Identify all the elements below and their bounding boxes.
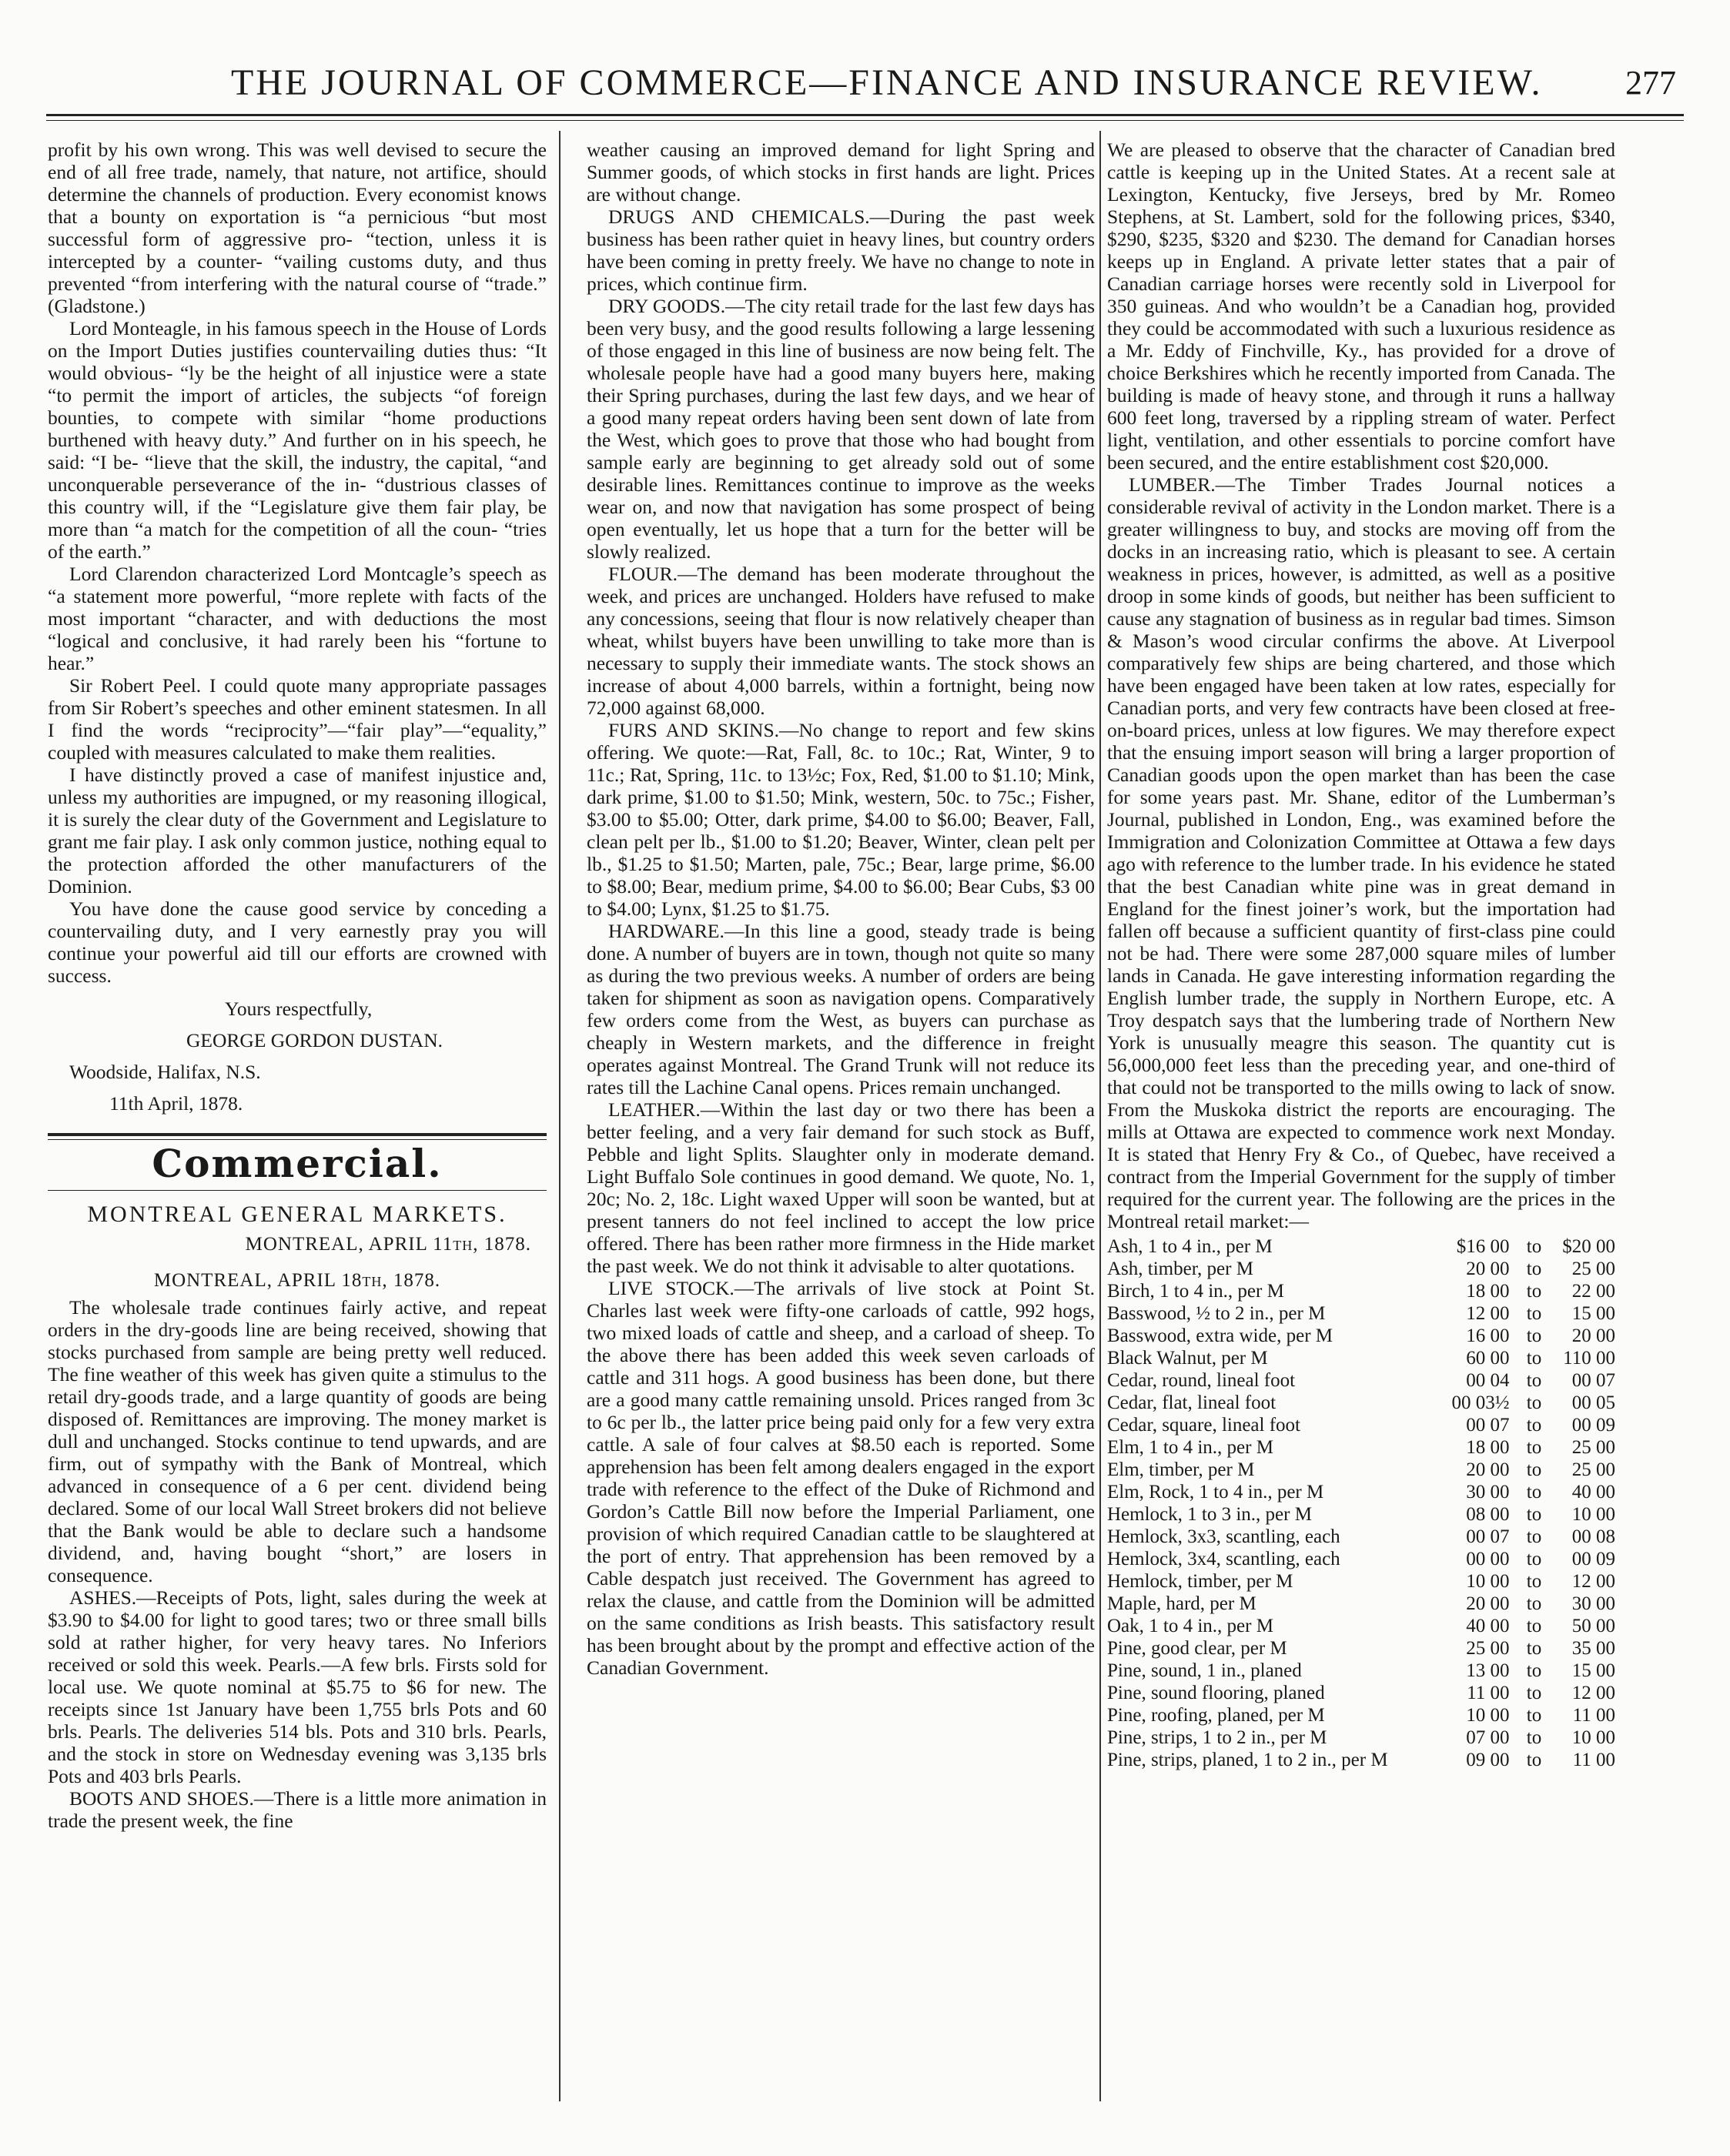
price-row [1107,1503,1615,1526]
paragraph: LUMBER.—The Timber Trades Journal notices a considerable revival of activity in the London market. There is a greater willingness to buy, and stocks are moving off from the docks in an increasing ratio, which is pleasant to see. A certain weakness in prices, however, is admitted, as well as a positive droop in some kinds of goods, but neither has been sufficient to cause any stagnation of business as in regular bad times. Simson & Mason’s wood circular confirms the above. At Liverpool comparatively few ships are being chartered, and those which have been engaged have been taken at low rates, especially for Canadian ports, and very few contracts have been closed at free-on-board prices, unless at low figures. We may therefore expect that the ensuing import season will bring a larger proportion of Canadian goods upon the open market than has been the case for some years past. Mr. Shane, editor of the Lumberman’s Journal, published in London, Eng., was examined before the Immigration and Colonization Committee at Ottawa a few days ago with reference to the lumber trade. In his evidence he stated that the best Canadian white pine was in great demand in England for the finest joiner’s work, but the importation had fallen off because a sufficient quantity of first-class pine could not be had. There were some 287,000 square miles of lumber lands in Canada. He gave interesting information regarding the English lumber trade, the supply in Northern Europe, etc. A Troy despatch says that the lumbering trade of Northern New York is unusually meagre this season. The quantity cut is 56,000,000 feet less than the preceding year, and one-third of that could not be transported to the mills owing to lack of snow. From the Muskoka district the reports are encouraging. The mills at Ottawa are expected to commence work next Monday. It is stated that Henry Fry & Co., of Quebec, have received a contract from the Imperial Government for the supply of timber required for the current year. The following are the prices in the Montreal retail market:— [1107,473,1615,1232]
price-low: 13 00 [1466,1660,1510,1681]
price-to: to [1526,1325,1542,1346]
section-title: Commercial. [152,1141,443,1186]
price-to: to [1526,1392,1542,1413]
price-low: 16 00 [1466,1325,1510,1346]
price-item: Pine, good clear, per M [1107,1638,1287,1659]
letter-place: Woodside, Halifax, N.S. [69,1061,261,1083]
price-high: 11 00 [1572,1705,1615,1726]
price-to: to [1526,1705,1542,1726]
paragraph: FURS AND SKINS.—No change to report and few skins offering. We quote:—Rat, Fall, 8c. to 10c.; Rat, Winter, 9 to 11c.; Rat, Spring, 11c. to 13½c; Fox, Red, $1.00 to $1.10; Mink, dark prime, $1.00 to $1.50; Mink, western, 50c. to 75c.; Fisher, $3.00 to $5.00; Otter, dark prime, $4.00 to $6.00; Beaver, Fall, clean pelt per lb., $1.00 to $1.20; Beaver, Winter, clean pelt per lb., $1.25 to $1.50; Marten, pale, 75c.; Bear, large prime, $6.00 to $8.00; Bear, medium prime, $4.00 to $6.00; Bear Cubs, $3 00 to $4.00; Lynx, $1.25 to $1.75. [587,719,1095,920]
header-rule [46,114,1684,116]
journal-title: THE JOURNAL OF COMMERCE—FINANCE AND INSURANCE REVIEW. [231,62,1543,103]
price-row [1107,1615,1615,1637]
price-row [1107,1726,1615,1749]
price-item: Elm, timber, per M [1107,1459,1255,1480]
price-item: Cedar, square, lineal foot [1107,1415,1300,1436]
price-item: Black Walnut, per M [1107,1348,1268,1369]
header-rule-thin [46,120,1684,121]
section-rule [48,1133,547,1136]
price-low: 12 00 [1466,1303,1510,1324]
market-heading: MONTREAL GENERAL MARKETS. [87,1202,507,1227]
price-to: to [1526,1348,1542,1369]
price-item: Ash, timber, per M [1107,1259,1253,1279]
letter-signature: GEORGE GORDON DUSTAN. [186,1029,443,1051]
price-low: 20 00 [1466,1459,1510,1480]
price-item: Basswood, ½ to 2 in., per M [1107,1303,1326,1324]
price-row [1107,1280,1615,1302]
price-item: Hemlock, 3x3, scantling, each [1107,1526,1340,1547]
price-high: 00 07 [1571,1370,1615,1391]
price-to: to [1526,1660,1542,1681]
price-high: 11 00 [1572,1750,1615,1770]
price-high: 22 00 [1571,1281,1615,1302]
price-row [1107,1749,1615,1771]
price-to: to [1526,1303,1542,1324]
price-high: 12 00 [1571,1683,1615,1703]
column-divider-2 [1099,131,1101,2101]
price-low: 07 00 [1466,1727,1510,1748]
price-row [1107,1704,1615,1726]
price-low: 25 00 [1466,1638,1510,1659]
price-to: to [1526,1638,1542,1659]
paragraph: FLOUR.—The demand has been moderate throughout the week, and prices are unchanged. Holders have refused to make any concessions, seeing that flour is now relatively cheaper than wheat, whilst buyers have been unwilling to take more than is necessary to supply their immediate wants. The stock shows an increase of about 4,000 barrels, within a fortnight, being now 72,000 against 68,000. [587,563,1095,719]
price-low: 00 03½ [1451,1392,1510,1413]
price-low: 10 00 [1466,1571,1510,1592]
price-item: Birch, 1 to 4 in., per M [1107,1281,1284,1302]
paragraph: Lord Monteagle, in his famous speech in the House of Lords on the Import Duties justifies countervailing duties thus: “It would obvious- “ly be the height of all injustice were a state “to permit the import of articles, the subjects “of foreign bounties, to compete with similar “home productions burthened with heavy duty.” And further on in his speech, he said: “I be- “lieve that the skill, the industry, the capital, “and unconquerable perseverance of the in- “dustrious classes of this country will, if the “Legislature give them fair play, be more than “a match for the competition of all the coun- “tries of the earth.” [48,317,547,563]
price-row [1107,1682,1615,1704]
section-rule-thin [48,1190,547,1191]
price-row [1107,1570,1615,1593]
paragraph: weather causing an improved demand for light Spring and Summer goods, of which stocks in first hands are light. Prices are without change. [587,139,1095,206]
price-row [1107,1548,1615,1570]
price-low: 40 00 [1466,1616,1510,1636]
paragraph: HARDWARE.—In this line a good, steady trade is being done. A number of buyers are in town, though not quite so many as during the two previous weeks. A number of orders are being taken for shipment as soon as navigation opens. Comparatively few orders come from the West, as buyers can purchase as cheaply in Western markets, and the difference in freight operates against Montreal. The Grand Trunk will not reduce its rates till the Lachine Canal opens. Prices remain unchanged. [587,920,1095,1098]
price-row [1107,1526,1615,1548]
price-to: to [1526,1616,1542,1636]
price-high: 50 00 [1571,1616,1615,1636]
price-row [1107,1302,1615,1325]
price-low: 20 00 [1466,1259,1510,1279]
price-high: 30 00 [1571,1593,1615,1614]
price-item: Hemlock, 1 to 3 in., per M [1107,1504,1312,1525]
price-high: 15 00 [1571,1303,1615,1324]
price-low: 00 00 [1466,1549,1510,1569]
paragraph: I have distinctly proved a case of manifest injustice and, unless my authorities are impugned, or my reasoning illogical, it is surely the clear duty of the Government and Legislature to grant me fair play. I ask only common justice, nothing equal to the protection afforded the other manufacturers of the Dominion. [48,764,547,897]
price-row [1107,1258,1615,1280]
letter-signature-block [48,998,547,1115]
paragraph: DRY GOODS.—The city retail trade for the last few days has been very busy, and the good results following a large lessening of those engaged in this line of business are now being felt. The wholesale people have had a good many buyers here, making their Spring purchases, during the last few days, and we hear of a good many repeat orders having been sent down of late from the West, which goes to prove that those who had bought from sample early are beginning to get already sold out of some desirable lines. Remittances continue to improve as the weeks wear on, and now that navigation has some prospect of being open eventually, let us hope that a turn for the better will be slowly realized. [587,295,1095,563]
price-row [1107,1593,1615,1615]
price-row [1107,1414,1615,1436]
price-high: 10 00 [1571,1727,1615,1748]
price-low: 18 00 [1466,1281,1510,1302]
paragraph: DRUGS AND CHEMICALS.—During the past week business has been rather quiet in heavy lines, but country orders have been coming in pretty freely. We have no change to note in prices, which continue firm. [587,206,1095,295]
price-low: 11 00 [1467,1683,1510,1703]
price-item: Elm, Rock, 1 to 4 in., per M [1107,1482,1324,1503]
price-row [1107,1459,1615,1481]
price-to: to [1526,1259,1542,1279]
price-to: to [1526,1504,1542,1525]
price-low: 00 04 [1466,1370,1510,1391]
price-low: 18 00 [1466,1437,1510,1458]
price-high: 110 00 [1563,1348,1615,1369]
price-row [1107,1436,1615,1459]
price-item: Basswood, extra wide, per M [1107,1325,1333,1346]
price-low: $16 00 [1456,1236,1510,1257]
column-2 [587,139,1095,1679]
column-divider-1 [559,131,560,2101]
price-item: Pine, roofing, planed, per M [1107,1705,1325,1726]
letter-closing: Yours respectfully, [225,998,373,1020]
price-high: 25 00 [1571,1459,1615,1480]
price-low: 30 00 [1466,1482,1510,1503]
dateline: MONTREAL, APRIL 18th, 1878. [153,1270,441,1291]
column-1 [48,139,547,1832]
price-low: 08 00 [1466,1504,1510,1525]
price-high: $20 00 [1562,1236,1615,1257]
letter-date: 11th April, 1878. [109,1092,243,1115]
price-high: 20 00 [1571,1325,1615,1346]
paragraph: BOOTS AND SHOES.—There is a little more animation in trade the present week, the fine [48,1787,547,1832]
price-to: to [1526,1750,1542,1770]
price-item: Pine, strips, 1 to 2 in., per M [1107,1727,1327,1748]
price-to: to [1526,1236,1542,1257]
price-row [1107,1235,1615,1258]
price-to: to [1526,1549,1542,1569]
paragraph: profit by his own wrong. This was well devised to secure the end of all free trade, namely, that nature, not artifice, should determine the channels of production. Every economist knows that a bounty on exportation is “a pernicious “but most successful form of aggressive pro- “tection, unless it is intercepted by a counter- “vailing customs duty, and thus prevented “from interfering with the natural course of “trade.” (Gladstone.) [48,139,547,317]
price-item: Elm, 1 to 4 in., per M [1107,1437,1273,1458]
paragraph: LIVE STOCK.—The arrivals of live stock at Point St. Charles last week were fifty-one carloads of cattle, 992 hogs, two mixed loads of cattle and sheep, and a carload of sheep. To the above there has been added this week seven carloads of cattle and 311 hogs. A good business has been done, but there are a good many cattle remaining unsold. Prices ranged from 3c to 6c per lb., the latter price being paid only for a few very extra cattle. A sale of four calves at $8.50 each is reported. Some apprehension has been felt among dealers engaged in the export trade with reference to the effect of the Duke of Richmond and Gordon’s Cattle Bill now before the Imperial Parliament, one provision of which required Canadian cattle to be slaughtered at the port of entry. That apprehension has been removed by a Cable despatch just received. The Government has agreed to relax the clause, and cattle from the Dominion will be admitted on the same conditions as Irish beasts. This satisfactory result has been brought about by the prompt and effective action of the Canadian Government. [587,1277,1095,1679]
price-to: to [1526,1459,1542,1480]
price-to: to [1526,1415,1542,1436]
page-header [46,62,1699,108]
price-to: to [1526,1727,1542,1748]
price-high: 12 00 [1571,1571,1615,1592]
paragraph: The wholesale trade continues fairly active, and repeat orders in the dry-goods line are being received, showing that stocks purchased from sample are being pretty well reduced. The fine weather of this week has given quite a stimulus to the retail dry-goods trade, and a large quantity of goods are being disposed of. Remittances are improving. The money market is dull and unchanged. Stocks continue to tend upwards, and are firm, out of sympathy with the Bank of Montreal, which advanced in consequence of a 6 per cent. dividend being declared. Some of our local Wall Street brokers did not believe that the Bank would be able to declare such a handsome dividend, and, having bought “short,” are losers in consequence. [48,1296,547,1586]
price-to: to [1526,1370,1542,1391]
dateline: MONTREAL, APRIL 11th, 1878. [245,1234,531,1255]
lumber-price-table [1107,1235,1615,1771]
price-row [1107,1325,1615,1347]
paragraph: We are pleased to observe that the character of Canadian bred cattle is keeping up in the United States. At a recent sale at Lexington, Kentucky, five Jerseys, bred by Mr. Romeo Stephens, at St. Lambert, sold for the following prices, $340, $290, $235, $320 and $230. The demand for Canadian horses keeps up in England. A private letter states that a pair of Canadian carriage horses were recently sold in Liverpool for 350 guineas. And who wouldn’t be a Canadian hog, provided they could be accommodated with such a luxurious residence as a Mr. Eddy of Finchville, Ky., has provided for a drove of choice Berkshires which he recently imported from Canada. The building is made of heavy stone, and through it runs a hallway 600 feet long, traversed by a rippling stream of water. Perfect light, ventilation, and other essentials to porcine comfort have been secured, and the entire establishment cost $20,000. [1107,139,1615,473]
column-3 [1107,139,1615,1771]
price-row [1107,1660,1615,1682]
price-row [1107,1637,1615,1660]
price-high: 00 09 [1571,1549,1615,1569]
price-to: to [1526,1437,1542,1458]
section-rule-thin [48,1139,547,1140]
price-row [1107,1481,1615,1503]
price-high: 00 09 [1571,1415,1615,1436]
price-high: 35 00 [1571,1638,1615,1659]
price-row [1107,1392,1615,1414]
price-to: to [1526,1526,1542,1547]
price-to: to [1526,1593,1542,1614]
page-number: 277 [1625,64,1676,102]
paragraph: You have done the cause good service by conceding a countervailing duty, and I very earnestly pray you will continue your powerful aid till our efforts are crowned with success. [48,897,547,987]
price-item: Maple, hard, per M [1107,1593,1257,1614]
paragraph: ASHES.—Receipts of Pots, light, sales during the week at $3.90 to $4.00 for light to good tares; two or three small bills sold at rather higher, for very heavy tares. No Inferiors received or sold this week. Pearls.—A few brls. Firsts sold for local use. We quote nominal at $5.75 to $6 for new. The receipts since 1st January have been 1,755 brls Pots and 60 brls. Pearls. The deliveries 514 bls. Pots and 310 brls. Pearls, and the stock in store on Wednesday evening was 3,135 brls Pots and 403 brls Pearls. [48,1586,547,1787]
price-high: 15 00 [1571,1660,1615,1681]
price-item: Pine, sound, 1 in., planed [1107,1660,1302,1681]
price-item: Hemlock, timber, per M [1107,1571,1293,1592]
paragraph: LEATHER.—Within the last day or two there has been a better feeling, and a very fair demand for such stock as Buff, Pebble and light Splits. Slaughter only in moderate demand. Light Buffalo Sole continues in good demand. We quote, No. 1, 20c; No. 2, 18c. Light waxed Upper will soon be wanted, but at present tanners do not feel inclined to accept the low price offered. There has been rather more firmness in the Hide market the past week. We do not think it advisable to alter quotations. [587,1098,1095,1277]
price-item: Oak, 1 to 4 in., per M [1107,1616,1273,1636]
price-to: to [1526,1571,1542,1592]
price-row [1107,1347,1615,1369]
price-low: 09 00 [1466,1750,1510,1770]
price-low: 00 07 [1466,1415,1510,1436]
price-item: Ash, 1 to 4 in., per M [1107,1236,1273,1257]
price-row [1107,1369,1615,1392]
price-item: Cedar, round, lineal foot [1107,1370,1296,1391]
price-low: 60 00 [1466,1348,1510,1369]
price-item: Cedar, flat, lineal foot [1107,1392,1277,1413]
price-high: 40 00 [1571,1482,1615,1503]
price-item: Hemlock, 3x4, scantling, each [1107,1549,1340,1569]
price-high: 25 00 [1571,1437,1615,1458]
price-to: to [1526,1482,1542,1503]
price-high: 10 00 [1571,1504,1615,1525]
paragraph: Sir Robert Peel. I could quote many appropriate passages from Sir Robert’s speeches and other eminent statesmen. In all I find the words “reciprocity”—“fair play”—“equality,” coupled with measures calculated to make them realities. [48,674,547,764]
price-to: to [1526,1683,1542,1703]
price-item: Pine, strips, planed, 1 to 2 in., per M [1107,1750,1388,1770]
price-low: 10 00 [1466,1705,1510,1726]
price-low: 20 00 [1466,1593,1510,1614]
price-item: Pine, sound flooring, planed [1107,1683,1325,1703]
price-high: 00 08 [1571,1526,1615,1547]
price-low: 00 07 [1466,1526,1510,1547]
price-to: to [1526,1281,1542,1302]
price-high: 00 05 [1571,1392,1615,1413]
price-high: 25 00 [1571,1259,1615,1279]
paragraph: Lord Clarendon characterized Lord Montcagle’s speech as “a statement more powerful, “more replete with facts of the most important “character, and with deductions the most “logical and conclusive, it had rarely been his “fortune to hear.” [48,563,547,674]
